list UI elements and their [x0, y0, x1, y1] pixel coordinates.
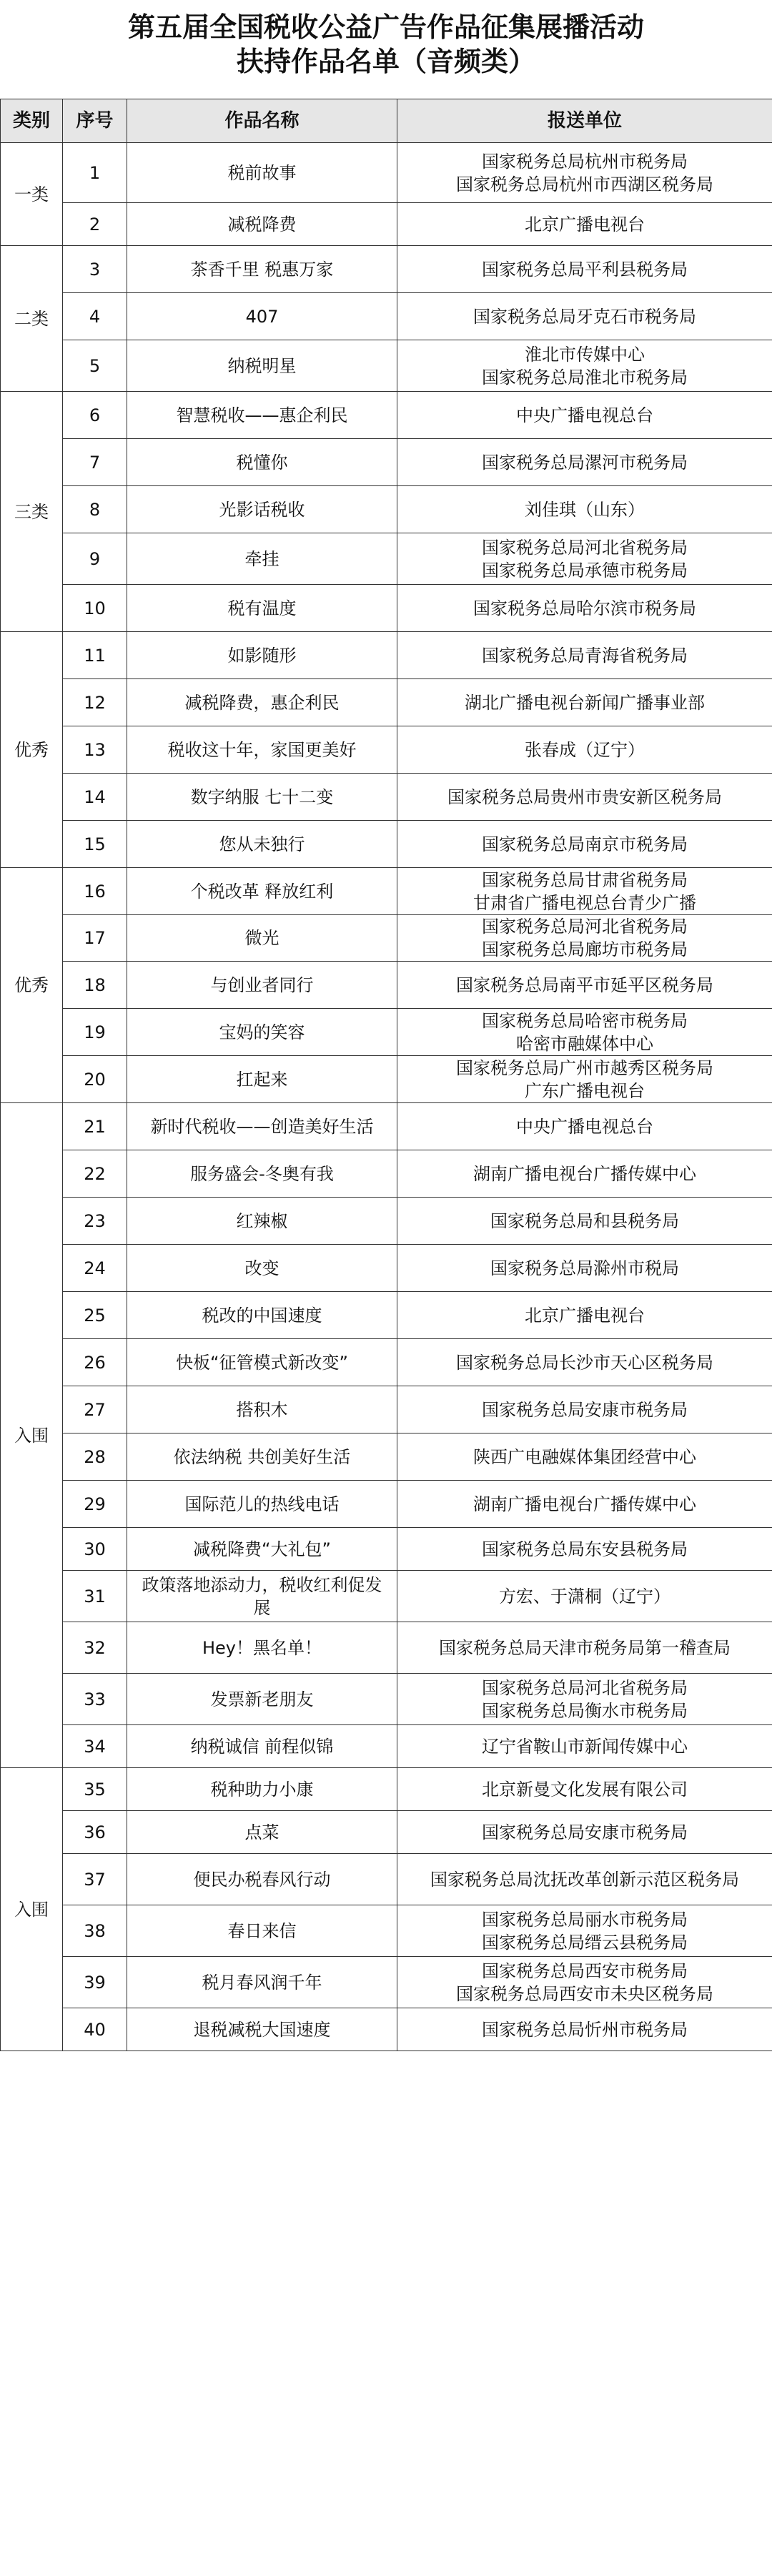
number-cell: 33: [63, 1674, 127, 1725]
submitting-unit-line: 国家税务总局牙克石市税务局: [473, 306, 696, 327]
number-cell: 22: [63, 1150, 127, 1198]
number-cell: 31: [63, 1571, 127, 1622]
submitting-unit-cell: [397, 1009, 772, 1056]
number-cell: 9: [63, 533, 127, 585]
submitting-unit-cell: [397, 203, 772, 246]
header-category: 类别: [1, 99, 63, 143]
work-name-cell: 税改的中国速度: [127, 1292, 397, 1339]
submitting-unit-cell: [397, 1768, 772, 1811]
table-row: [1, 585, 772, 632]
submitting-unit-cell: [397, 392, 772, 439]
work-name-cell: 税收这十年，家国更美好: [127, 726, 397, 774]
submitting-unit-cell: [397, 1433, 772, 1481]
page-title: 第五届全国税收公益广告作品征集展播活动: [127, 11, 644, 43]
number-cell: 28: [63, 1433, 127, 1481]
submitting-unit-cell: [397, 533, 772, 585]
table-row: [1, 868, 772, 915]
table-row: [1, 1957, 772, 2008]
table-row: [1, 821, 772, 868]
table-body: [1, 143, 772, 2051]
submitting-unit-line: 国家税务总局河北省税务局: [482, 537, 688, 558]
work-name-cell: 国际范儿的热线电话: [127, 1481, 397, 1528]
submitting-unit-line: 国家税务总局忻州市税务局: [482, 2019, 688, 2040]
table-row: [1, 1103, 772, 1150]
number-cell: 40: [63, 2008, 127, 2051]
work-name-cell: 牵挂: [127, 533, 397, 585]
number-cell: 10: [63, 585, 127, 632]
submitting-unit-line: 国家税务总局西安市未央区税务局: [456, 1983, 713, 2004]
number-cell: 8: [63, 486, 127, 533]
table-row: [1, 533, 772, 585]
submitting-unit-line: 国家税务总局南京市税务局: [482, 834, 688, 854]
work-name-cell: 个税改革 释放红利: [127, 868, 397, 915]
table-row: [1, 679, 772, 726]
submitting-unit-cell: [397, 1622, 772, 1674]
number-cell: 15: [63, 821, 127, 868]
submitting-unit-cell: [397, 246, 772, 293]
submitting-unit-line: 国家税务总局安康市税务局: [482, 1399, 688, 1420]
number-cell: 35: [63, 1768, 127, 1811]
submitting-unit-line: 国家税务总局河北省税务局: [482, 1677, 688, 1698]
category-cell: 二类: [1, 246, 63, 392]
work-name-cell: 服务盛会-冬奥有我: [127, 1150, 397, 1198]
work-name-cell: 退税减税大国速度: [127, 2008, 397, 2051]
submitting-unit-line: 国家税务总局承德市税务局: [482, 560, 688, 581]
submitting-unit-line: 北京广播电视台: [525, 214, 645, 235]
number-cell: 39: [63, 1957, 127, 2008]
submitting-unit-cell: [397, 1481, 772, 1528]
submitting-unit-cell: [397, 585, 772, 632]
work-name-cell: 政策落地添动力，税收红利促发展: [127, 1571, 397, 1622]
number-cell: 7: [63, 439, 127, 486]
table-row: [1, 774, 772, 821]
submitting-unit-cell: [397, 1339, 772, 1386]
number-cell: 16: [63, 868, 127, 915]
submitting-unit-line: 国家税务总局和县税务局: [490, 1210, 679, 1231]
table-row: [1, 1198, 772, 1245]
submitting-unit-cell: [397, 632, 772, 679]
table-row: [1, 2008, 772, 2051]
submitting-unit-cell: [397, 726, 772, 774]
number-cell: 13: [63, 726, 127, 774]
submitting-unit-line: 国家税务总局哈尔滨市税务局: [473, 598, 696, 618]
submitting-unit-line: 中央广播电视总台: [516, 405, 653, 425]
work-name-cell: 税有温度: [127, 585, 397, 632]
submitting-unit-line: 国家税务总局贵州市贵安新区税务局: [447, 786, 722, 807]
submitting-unit-line: 方宏、于潇桐（辽宁）: [499, 1586, 670, 1607]
category-cell: 三类: [1, 392, 63, 632]
submitting-unit-cell: [397, 1571, 772, 1622]
number-cell: 37: [63, 1854, 127, 1905]
table-row: [1, 1528, 772, 1571]
table-row: [1, 1905, 772, 1957]
submitting-unit-line: 淮北市传媒中心: [525, 344, 645, 365]
submitting-unit-line: 湖南广播电视台广播传媒中心: [473, 1494, 696, 1514]
work-name-cell: 新时代税收——创造美好生活: [127, 1103, 397, 1150]
submitting-unit-line: 国家税务总局衡水市税务局: [482, 1700, 688, 1721]
submitting-unit-line: 国家税务总局东安县税务局: [482, 1539, 688, 1559]
submitting-unit-line: 中央广播电视总台: [516, 1116, 653, 1137]
submitting-unit-line: 国家税务总局漯河市税务局: [482, 452, 688, 473]
work-name-cell: 纳税诚信 前程似锦: [127, 1725, 397, 1768]
work-name-cell: 发票新老朋友: [127, 1674, 397, 1725]
submitting-unit-cell: [397, 1103, 772, 1150]
number-cell: 20: [63, 1056, 127, 1103]
number-cell: 3: [63, 246, 127, 293]
work-name-cell: 依法纳税 共创美好生活: [127, 1433, 397, 1481]
submitting-unit-cell: [397, 1905, 772, 1957]
number-cell: 29: [63, 1481, 127, 1528]
award-list-table: [0, 99, 772, 2051]
work-name-cell: 您从未独行: [127, 821, 397, 868]
number-cell: 38: [63, 1905, 127, 1957]
submitting-unit-cell: [397, 1528, 772, 1571]
work-name-cell: 搭积木: [127, 1386, 397, 1433]
work-name-cell: 数字纳服 七十二变: [127, 774, 397, 821]
submitting-unit-line: 北京新曼文化发展有限公司: [482, 1779, 688, 1800]
submitting-unit-line: 国家税务总局廊坊市税务局: [482, 939, 688, 959]
submitting-unit-line: 国家税务总局河北省税务局: [482, 917, 688, 937]
submitting-unit-line: 刘佳琪（山东）: [525, 499, 645, 520]
table-row: [1, 962, 772, 1009]
submitting-unit-line: 国家税务总局平利县税务局: [482, 259, 688, 280]
number-cell: 18: [63, 962, 127, 1009]
submitting-unit-line: 国家税务总局哈密市税务局: [482, 1010, 688, 1031]
table-row: [1, 1386, 772, 1433]
work-name-cell: 纳税明星: [127, 340, 397, 392]
category-cell: 优秀: [1, 868, 63, 1103]
work-name-cell: 便民办税春风行动: [127, 1854, 397, 1905]
submitting-unit-line: 国家税务总局沈抚改革创新示范区税务局: [430, 1869, 739, 1890]
work-name-cell: 税前故事: [127, 143, 397, 203]
submitting-unit-line: 湖北广播电视台新闻广播事业部: [465, 692, 705, 713]
work-name-cell: 宝妈的笑容: [127, 1009, 397, 1056]
submitting-unit-cell: [397, 962, 772, 1009]
page-subtitle: 扶持作品名单（音频类）: [236, 46, 535, 77]
submitting-unit-cell: [397, 1386, 772, 1433]
submitting-unit-cell: [397, 1674, 772, 1725]
submitting-unit-cell: [397, 340, 772, 392]
table-row: [1, 203, 772, 246]
work-name-cell: 点菜: [127, 1811, 397, 1854]
work-name-cell: 微光: [127, 915, 397, 962]
work-name-cell: 改变: [127, 1245, 397, 1292]
number-cell: 2: [63, 203, 127, 246]
number-cell: 11: [63, 632, 127, 679]
table-row: [1, 1725, 772, 1768]
table-row: [1, 392, 772, 439]
table-row: [1, 1292, 772, 1339]
submitting-unit-line: 国家税务总局杭州市西湖区税务局: [456, 174, 713, 194]
work-name-cell: 与创业者同行: [127, 962, 397, 1009]
submitting-unit-cell: [397, 679, 772, 726]
submitting-unit-line: 国家税务总局长沙市天心区税务局: [456, 1352, 713, 1373]
table-row: [1, 1811, 772, 1854]
table-row: [1, 1674, 772, 1725]
category-cell: 一类: [1, 143, 63, 246]
table-row: [1, 1339, 772, 1386]
work-name-cell: 快板“征管模式新改变”: [127, 1339, 397, 1386]
number-cell: 21: [63, 1103, 127, 1150]
number-cell: 14: [63, 774, 127, 821]
work-name-cell: 减税降费“大礼包”: [127, 1528, 397, 1571]
number-cell: 34: [63, 1725, 127, 1768]
submitting-unit-line: 张春成（辽宁）: [525, 739, 645, 760]
submitting-unit-line: 国家税务总局西安市税务局: [482, 1960, 688, 1981]
number-cell: 1: [63, 143, 127, 203]
work-name-cell: 智慧税收——惠企利民: [127, 392, 397, 439]
submitting-unit-line: 国家税务总局天津市税务局第一稽查局: [439, 1637, 731, 1658]
submitting-unit-cell: [397, 821, 772, 868]
number-cell: 19: [63, 1009, 127, 1056]
header-work-name: 作品名称: [127, 99, 397, 143]
table-row: [1, 486, 772, 533]
table-row: [1, 1571, 772, 1622]
number-cell: 25: [63, 1292, 127, 1339]
submitting-unit-line: 广东广播电视台: [525, 1080, 645, 1101]
submitting-unit-line: 哈密市融媒体中心: [516, 1033, 653, 1054]
submitting-unit-line: 湖南广播电视台广播传媒中心: [473, 1163, 696, 1184]
submitting-unit-line: 国家税务总局青海省税务局: [482, 645, 688, 666]
category-cell: 优秀: [1, 632, 63, 868]
submitting-unit-cell: [397, 1056, 772, 1103]
submitting-unit-line: 甘肃省广播电视总台青少广播: [473, 892, 696, 913]
number-cell: 32: [63, 1622, 127, 1674]
table-row: [1, 1056, 772, 1103]
submitting-unit-line: 北京广播电视台: [525, 1305, 645, 1326]
header-submitting-unit: 报送单位: [397, 99, 772, 143]
number-cell: 24: [63, 1245, 127, 1292]
work-name-cell: 茶香千里 税惠万家: [127, 246, 397, 293]
submitting-unit-cell: [397, 486, 772, 533]
submitting-unit-cell: [397, 1854, 772, 1905]
submitting-unit-cell: [397, 1245, 772, 1292]
submitting-unit-line: 国家税务总局丽水市税务局: [482, 1909, 688, 1930]
submitting-unit-cell: [397, 1725, 772, 1768]
submitting-unit-cell: [397, 1198, 772, 1245]
number-cell: 36: [63, 1811, 127, 1854]
table-row: [1, 1433, 772, 1481]
table-row: [1, 143, 772, 203]
submitting-unit-line: 陕西广电融媒体集团经营中心: [473, 1446, 696, 1467]
category-cell: 入围: [1, 1103, 63, 1768]
submitting-unit-line: 国家税务总局杭州市税务局: [482, 151, 688, 172]
number-cell: 30: [63, 1528, 127, 1571]
work-name-cell: 税种助力小康: [127, 1768, 397, 1811]
number-cell: 4: [63, 293, 127, 340]
table-row: [1, 439, 772, 486]
submitting-unit-cell: [397, 1150, 772, 1198]
table-row: [1, 915, 772, 962]
work-name-cell: 光影话税收: [127, 486, 397, 533]
table-row: [1, 1150, 772, 1198]
submitting-unit-cell: [397, 2008, 772, 2051]
submitting-unit-line: 国家税务总局南平市延平区税务局: [456, 974, 713, 995]
work-name-cell: 红辣椒: [127, 1198, 397, 1245]
work-name-cell: 减税降费，惠企利民: [127, 679, 397, 726]
submitting-unit-line: 国家税务总局滁州市税局: [490, 1258, 679, 1278]
submitting-unit-cell: [397, 868, 772, 915]
table-row: [1, 726, 772, 774]
number-cell: 26: [63, 1339, 127, 1386]
submitting-unit-cell: [397, 1292, 772, 1339]
work-name-cell: 税懂你: [127, 439, 397, 486]
table-row: [1, 246, 772, 293]
work-name-cell: 如影随形: [127, 632, 397, 679]
work-name-cell: 减税降费: [127, 203, 397, 246]
work-name-cell: 税月春风润千年: [127, 1957, 397, 2008]
number-cell: 27: [63, 1386, 127, 1433]
submitting-unit-line: 国家税务总局淮北市税务局: [482, 367, 688, 388]
submitting-unit-cell: [397, 293, 772, 340]
table-row: [1, 1009, 772, 1056]
number-cell: 17: [63, 915, 127, 962]
submitting-unit-cell: [397, 439, 772, 486]
submitting-unit-line: 国家税务总局广州市越秀区税务局: [456, 1057, 713, 1078]
number-cell: 23: [63, 1198, 127, 1245]
table-row: [1, 1245, 772, 1292]
work-name-cell: 407: [127, 293, 397, 340]
table-row: [1, 1768, 772, 1811]
table-row: [1, 293, 772, 340]
table-row: [1, 340, 772, 392]
submitting-unit-line: 国家税务总局缙云县税务局: [482, 1932, 688, 1953]
table-row: [1, 1854, 772, 1905]
award-list-table-container: [0, 99, 772, 2051]
submitting-unit-line: 国家税务总局安康市税务局: [482, 1822, 688, 1842]
submitting-unit-line: 国家税务总局甘肃省税务局: [482, 869, 688, 890]
table-row: [1, 632, 772, 679]
submitting-unit-cell: [397, 774, 772, 821]
work-name-cell: 扛起来: [127, 1056, 397, 1103]
table-row: [1, 1622, 772, 1674]
category-cell: 入围: [1, 1768, 63, 2051]
submitting-unit-cell: [397, 1811, 772, 1854]
table-row: [1, 1481, 772, 1528]
submitting-unit-cell: [397, 915, 772, 962]
number-cell: 6: [63, 392, 127, 439]
number-cell: 5: [63, 340, 127, 392]
work-name-cell: Hey！黑名单！: [127, 1622, 397, 1674]
submitting-unit-cell: [397, 143, 772, 203]
table-header-row: [1, 99, 772, 143]
work-name-cell: 春日来信: [127, 1905, 397, 1957]
submitting-unit-line: 辽宁省鞍山市新闻传媒中心: [482, 1736, 688, 1757]
header-number: 序号: [63, 99, 127, 143]
submitting-unit-cell: [397, 1957, 772, 2008]
number-cell: 12: [63, 679, 127, 726]
